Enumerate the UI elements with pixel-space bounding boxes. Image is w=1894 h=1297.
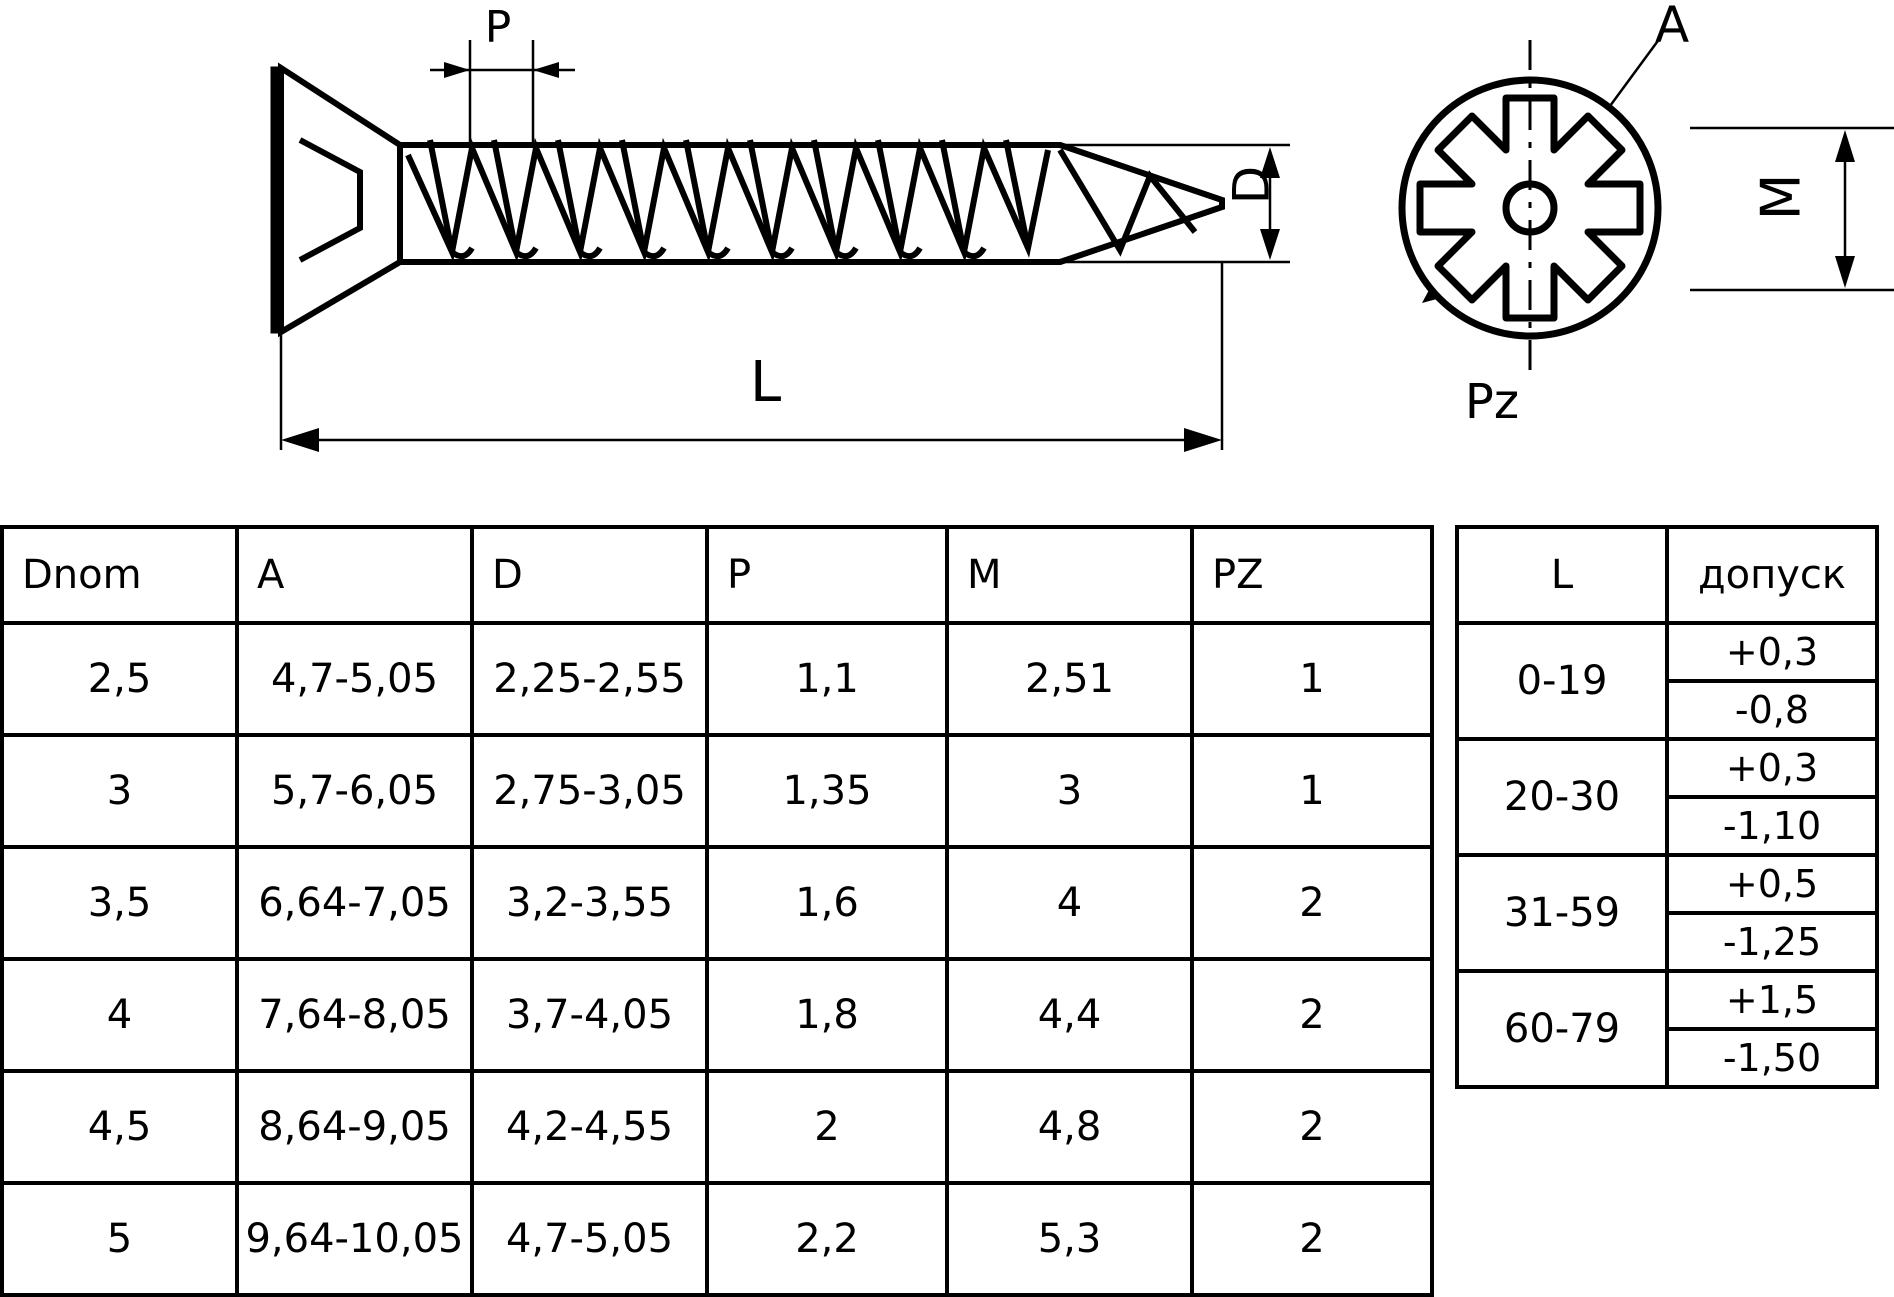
tolerance-length-range: 0-19 bbox=[1457, 623, 1667, 739]
table-cell: 2 bbox=[1192, 1183, 1432, 1295]
tolerance-row bbox=[1457, 855, 1877, 913]
tolerance-upper: +0,3 bbox=[1667, 739, 1877, 797]
table-row bbox=[2, 1183, 1432, 1295]
tolerance-row bbox=[1457, 623, 1877, 681]
table-cell: 2 bbox=[1192, 1071, 1432, 1183]
table-cell: 5,7-6,05 bbox=[237, 735, 472, 847]
table-cell: 2,2 bbox=[707, 1183, 947, 1295]
tolerance-lower: -1,50 bbox=[1667, 1029, 1877, 1087]
table-cell: 3,7-4,05 bbox=[472, 959, 707, 1071]
table-cell: 4 bbox=[947, 847, 1192, 959]
table-cell: 4 bbox=[2, 959, 237, 1071]
table-cell: 4,2-4,55 bbox=[472, 1071, 707, 1183]
table-cell: 2,51 bbox=[947, 623, 1192, 735]
table-cell: 9,64-10,05 bbox=[237, 1183, 472, 1295]
screw-technical-drawing bbox=[0, 0, 1894, 520]
column-header-dnom: Dnom bbox=[2, 527, 237, 623]
table-cell: 4,8 bbox=[947, 1071, 1192, 1183]
table-cell: 1,1 bbox=[707, 623, 947, 735]
screw-drawing-svg bbox=[0, 0, 1894, 520]
table-row bbox=[2, 959, 1432, 1071]
table-row bbox=[2, 623, 1432, 735]
table-cell: 2 bbox=[1192, 847, 1432, 959]
table-cell: 1,6 bbox=[707, 847, 947, 959]
table-cell: 1,35 bbox=[707, 735, 947, 847]
table-cell: 4,5 bbox=[2, 1071, 237, 1183]
table-cell: 2 bbox=[707, 1071, 947, 1183]
table-cell: 2,25-2,55 bbox=[472, 623, 707, 735]
table-cell: 5 bbox=[2, 1183, 237, 1295]
table-cell: 4,7-5,05 bbox=[472, 1183, 707, 1295]
label-drive-m: M bbox=[1749, 173, 1813, 221]
table-row bbox=[2, 1071, 1432, 1183]
table-cell: 6,64-7,05 bbox=[237, 847, 472, 959]
tolerance-row bbox=[1457, 739, 1877, 797]
tolerance-length-range: 20-30 bbox=[1457, 739, 1667, 855]
label-diameter: D bbox=[1222, 165, 1281, 205]
tolerance-upper: +0,5 bbox=[1667, 855, 1877, 913]
tolerance-length-range: 60-79 bbox=[1457, 971, 1667, 1087]
dimensions-table bbox=[0, 525, 1434, 1297]
label-pitch: P bbox=[484, 2, 512, 53]
table-cell: 3,5 bbox=[2, 847, 237, 959]
tolerance-lower: -0,8 bbox=[1667, 681, 1877, 739]
table-cell: 2,5 bbox=[2, 623, 237, 735]
label-drive-type: Pz bbox=[1464, 374, 1520, 430]
column-header-pz: PZ bbox=[1192, 527, 1432, 623]
table-cell: 3 bbox=[947, 735, 1192, 847]
table-row bbox=[2, 847, 1432, 959]
table-cell: 3,2-3,55 bbox=[472, 847, 707, 959]
table-cell: 4,4 bbox=[947, 959, 1192, 1071]
tolerance-column-header: допуск bbox=[1667, 527, 1877, 623]
tolerance-length-range: 31-59 bbox=[1457, 855, 1667, 971]
table-row bbox=[2, 735, 1432, 847]
tolerance-row bbox=[1457, 971, 1877, 1029]
column-header-p: P bbox=[707, 527, 947, 623]
table-cell: 1 bbox=[1192, 623, 1432, 735]
column-header-a: A bbox=[237, 527, 472, 623]
table-cell: 1 bbox=[1192, 735, 1432, 847]
table-cell: 7,64-8,05 bbox=[237, 959, 472, 1071]
tolerance-upper: +0,3 bbox=[1667, 623, 1877, 681]
table-cell: 1,8 bbox=[707, 959, 947, 1071]
column-header-m: M bbox=[947, 527, 1192, 623]
table-cell: 2 bbox=[1192, 959, 1432, 1071]
tolerance-upper: +1,5 bbox=[1667, 971, 1877, 1029]
tolerance-lower: -1,10 bbox=[1667, 797, 1877, 855]
label-length: L bbox=[750, 350, 782, 415]
table-cell: 2,75-3,05 bbox=[472, 735, 707, 847]
tolerance-header-row bbox=[1457, 527, 1877, 623]
table-cell: 4,7-5,05 bbox=[237, 623, 472, 735]
tolerance-column-header: L bbox=[1457, 527, 1667, 623]
label-drive-a: A bbox=[1655, 0, 1690, 54]
table-cell: 5,3 bbox=[947, 1183, 1192, 1295]
length-tolerance-table bbox=[1455, 525, 1879, 1089]
column-header-d: D bbox=[472, 527, 707, 623]
table-header-row bbox=[2, 527, 1432, 623]
table-cell: 8,64-9,05 bbox=[237, 1071, 472, 1183]
table-cell: 3 bbox=[2, 735, 237, 847]
tolerance-lower: -1,25 bbox=[1667, 913, 1877, 971]
